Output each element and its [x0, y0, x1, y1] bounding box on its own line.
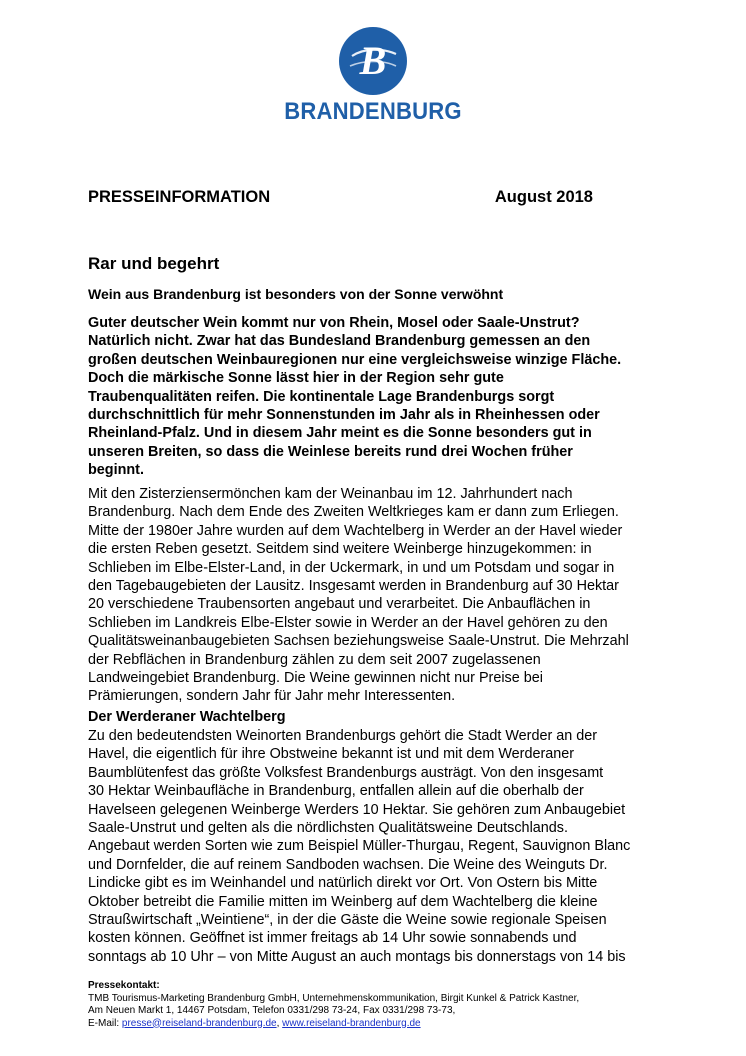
lead-line: durchschnittlich für mehr Sonnenstunden im Jahr als in Rheinhessen oder: [88, 407, 600, 424]
body-line: Schlieben im Elbe-Elster-Land, in der Uckermark, in und um Potsdam und sogar in: [88, 559, 615, 576]
brandenburg-logo-icon: [338, 26, 408, 96]
logo-wordmark: BRANDENBURG: [284, 98, 462, 125]
press-contact: [88, 980, 579, 1030]
website-link[interactable]: www.reiseland-brandenburg.de: [282, 1017, 421, 1029]
lead-line: Rheinland-Pfalz. Und in diesem Jahr meint es die Sonne besonders gut in: [88, 425, 592, 442]
article-title: Rar und begehrt: [88, 254, 220, 273]
section-heading: Der Werderaner Wachtelberg: [88, 709, 286, 725]
brand-logo: [0, 26, 746, 126]
body-line: der Rebflächen in Brandenburg zählen zu dem seit 2007 zugelassenen: [88, 651, 541, 668]
lead-line: Guter deutscher Wein kommt nur von Rhein, Mosel oder Saale-Unstrut?: [88, 315, 580, 331]
lead-paragraph: [88, 314, 648, 480]
body-line: die ersten Reben gesetzt. Seitdem sind weitere Weinberge hinzugekommen: in: [88, 541, 592, 558]
section-line: Angebaut werden Sorten wie zum Beispiel Müller-Thurgau, Regent, Sauvignon Blanc: [88, 838, 631, 855]
body-line: Mit den Zisterziensermönchen kam der Weinanbau im 12. Jahrhundert nach: [88, 486, 573, 502]
section-line: Lindicke gibt es im Weinhandel und natürlich direkt vor Ort. Von Ostern bis Mitte: [88, 875, 598, 892]
email-prefix: E-Mail:: [88, 1017, 122, 1029]
section-line: Zu den bedeutendsten Weinorten Brandenburgs gehört die Stadt Werder an der: [88, 728, 598, 744]
document-date: August 2018: [494, 188, 593, 206]
section-line: Oktober betreibt die Familie mitten im Weinberg auf dem Wachtelberg die kleine: [88, 893, 598, 910]
body-line: Schlieben im Landkreis Elbe-Elster sowie in Werder an der Havel gehören zu den: [88, 614, 608, 631]
logo-monogram: B: [359, 38, 387, 83]
section-line: Straußwirtschaft „Weintiene“, in der die Gäste die Weine sowie regionale Speisen: [88, 912, 607, 929]
section-line: Havelseen gelegenen Weinberge Werders 10 Hektar. Sie gehören zum Anbaugebiet: [88, 801, 626, 818]
contact-line-organization: TMB Tourismus-Marketing Brandenburg GmbH, Unternehmenskommunikation, Birgit Kunkel & Patrick Kastner,: [88, 992, 580, 1004]
lead-line: Natürlich nicht. Zwar hat das Bundesland Brandenburg gemessen an den: [88, 333, 591, 350]
contact-line-online: [88, 1018, 579, 1031]
body-line: Prämierungen, sondern Jahr für Jahr mehr Interessenten.: [88, 688, 456, 705]
section-line: Baumblütenfest das größte Volksfest Brandenburgs austrägt. Von den insgesamt: [88, 764, 604, 781]
article-subtitle: Wein aus Brandenburg ist besonders von der Sonne verwöhnt: [88, 286, 504, 302]
body-line: 20 verschiedene Traubensorten angebaut und verarbeitet. Die Anbauflächen in: [88, 596, 591, 613]
lead-line: Traubenqualitäten reifen. Die kontinentale Lage Brandenburgs sorgt: [88, 388, 555, 405]
section-paragraph: [88, 727, 663, 966]
document-header: [88, 188, 593, 207]
lead-line: beginnt.: [88, 462, 144, 479]
lead-line: unseren Breiten, so dass die Weinlese bereits rund drei Wochen früher: [88, 443, 573, 460]
contact-separator: ,: [276, 1017, 283, 1029]
body-line: Landweingebiet Brandenburg. Die Weine gewinnen nicht nur Preise bei: [88, 670, 543, 687]
section-line: sonntags ab 10 Uhr – von Mitte August an auch montags bis donnerstags von 14 bis: [88, 948, 626, 965]
lead-line: großen deutschen Weinbauregionen nur eine vergleichsweise winzige Fläche.: [88, 351, 622, 368]
body-line: Qualitätsweinanbaugebieten Sachsen beziehungsweise Saale-Unstrut. Die Mehrzahl: [88, 633, 629, 650]
body-line: Brandenburg. Nach dem Ende des Zweiten Weltkrieges kam er dann zum Erliegen.: [88, 504, 619, 521]
contact-line-address: Am Neuen Markt 1, 14467 Potsdam, Telefon 0331/298 73-24, Fax 0331/298 73-73,: [88, 1005, 456, 1016]
email-link[interactable]: presse@reiseland-brandenburg.de: [121, 1017, 277, 1029]
section-line: Havel, die eigentlich für ihre Obstweine bekannt ist und mit dem Werderaner: [88, 746, 575, 763]
section-line: 30 Hektar Weinbaufläche in Brandenburg, entfallen allein auf die oberhalb der: [88, 783, 584, 800]
section-line: Saale-Unstrut und gelten als die nördlichsten Qualitätsweine Deutschlands.: [88, 820, 568, 837]
section-line: und Dornfelder, die auf reinem Sandboden wachsen. Die Weine des Weinguts Dr.: [88, 856, 608, 873]
press-contact-label: Pressekontakt:: [88, 980, 160, 991]
body-line: Mitte der 1980er Jahre wurden auf dem Wachtelberg in Werder an der Havel wieder: [88, 522, 623, 539]
body-paragraph: [88, 485, 663, 706]
lead-line: Doch die märkische Sonne lässt hier in der Region sehr gute: [88, 370, 504, 387]
section-line: kosten können. Geöffnet ist immer freitags ab 14 Uhr sowie sonnabends und: [88, 930, 577, 947]
document-type-label: PRESSEINFORMATION: [88, 188, 271, 206]
body-line: den Tagebaugebieten der Lausitz. Insgesamt werden in Brandenburg auf 30 Hektar: [88, 578, 619, 595]
